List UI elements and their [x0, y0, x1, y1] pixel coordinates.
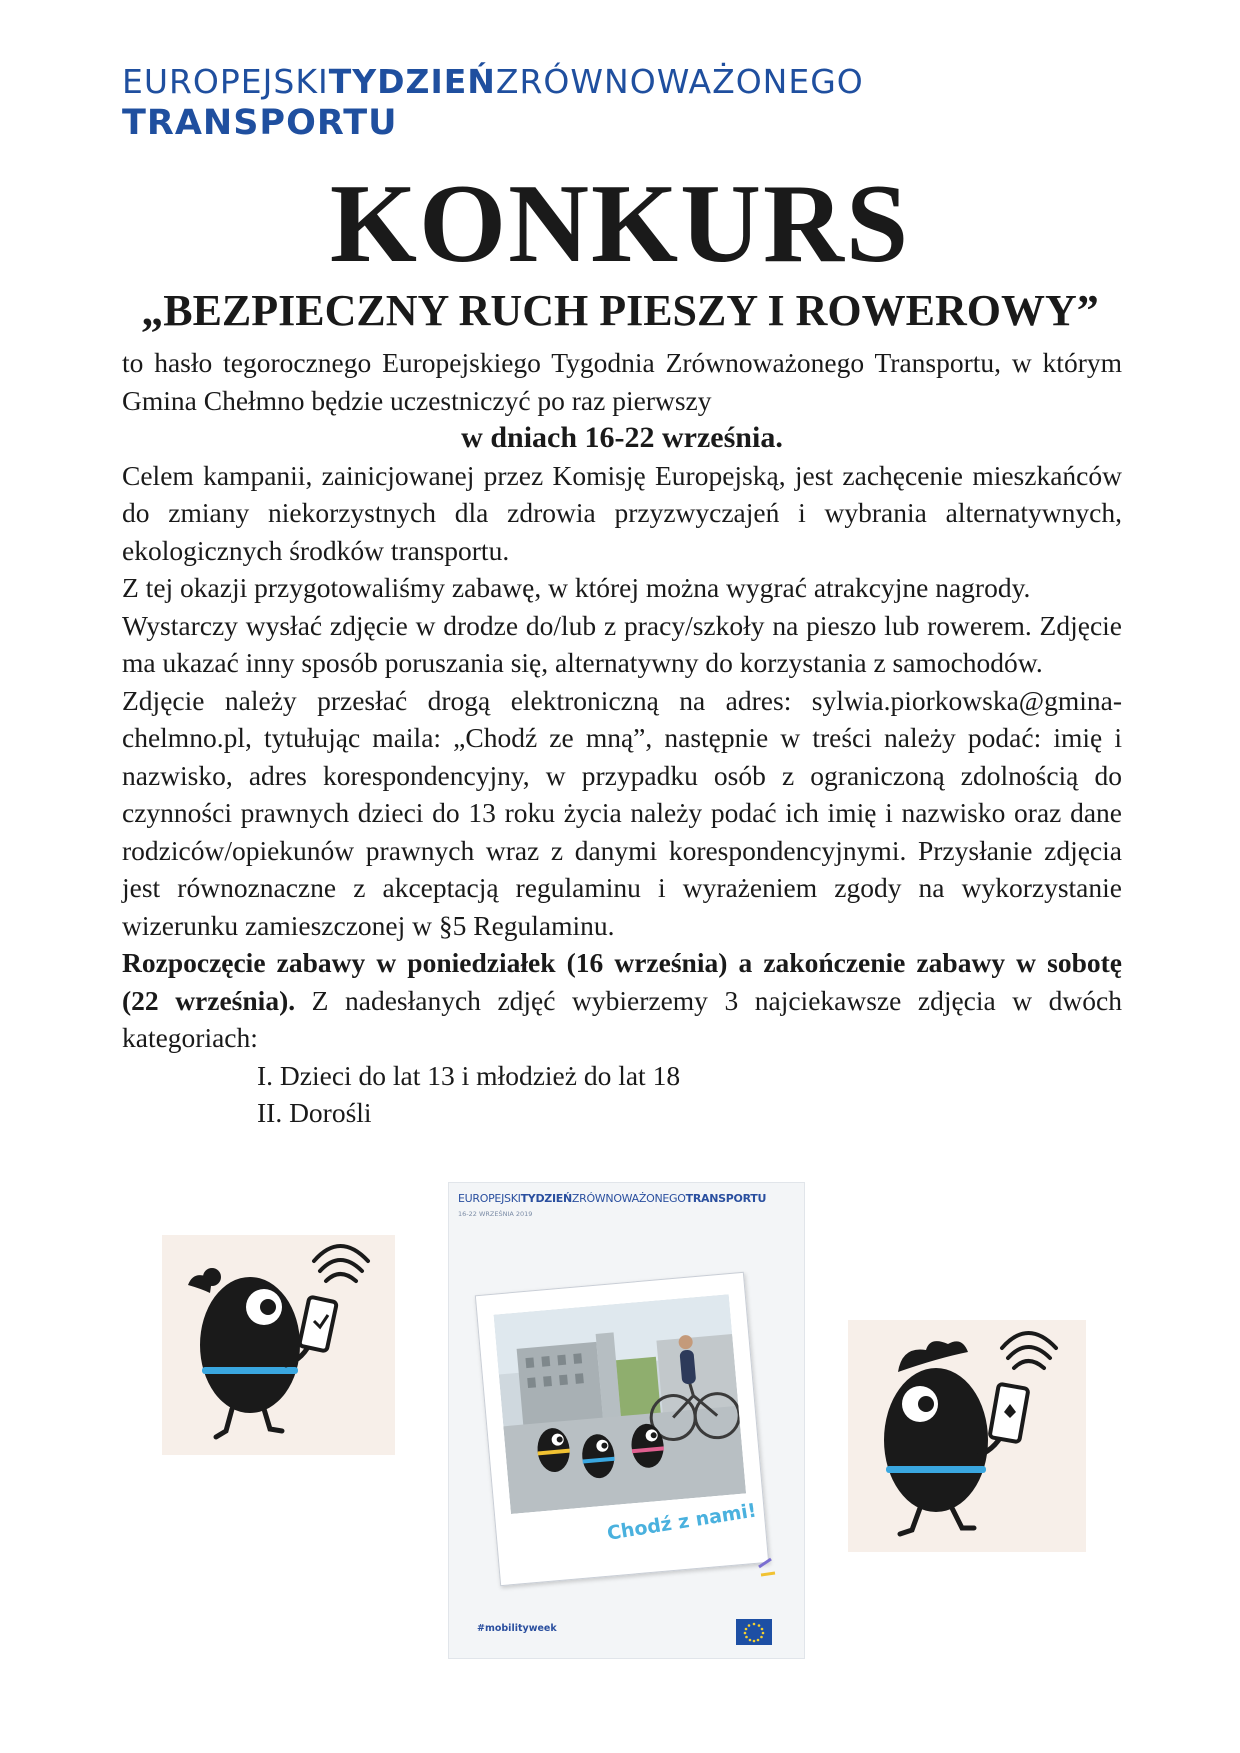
street-photo-illustration [494, 1294, 747, 1514]
header-word-zrownowazonego: ZRÓWNOWAŻONEGO [495, 62, 864, 101]
start-dates-bold: Rozpoczęcie zabawy w poniedziałek (16 września) a zakończenie zabawy w sobotę (22 września). [122, 947, 1122, 1016]
contest-slogan: „BEZPIECZNY RUCH PIESZY I ROWEROWY” [141, 286, 1099, 335]
start-paragraph [122, 944, 1122, 1057]
poster-header [458, 1192, 766, 1205]
page-title: KONKURS [329, 162, 911, 286]
start-rest: Z nadesłanych zdjęć wybierzemy 3 najciekawsze zdjęcia w dwóch kategoriach: [122, 984, 1122, 1053]
poster-header-word: ZRÓWNOWAŻONEGO [571, 1192, 686, 1205]
category-item: II. Dorośli [257, 1097, 372, 1128]
campaign-paragraph: Celem kampanii, zainicjowanej przez Komisję Europejską, jest zachęcenie mieszkańców do zmiany niekorzystnych dla zdrowia przyzwyczajeń i wybrania alternatywnych, ekologicznych środków transportu. [122, 459, 1122, 566]
poster-caption: Chodź z nami! [605, 1499, 758, 1545]
header-word-europejski: EUROPEJSKI [122, 62, 329, 101]
intro-paragraph: to hasło tegorocznego Europejskiego Tygodnia Zrównoważonego Transportu, w którym Gmina Chełmno będzie uczestniczyć po raz pierwszy [122, 347, 1122, 416]
header-word-tydzien: TYDZIEŃ [328, 62, 496, 101]
category-item: I. Dzieci do lat 13 i młodzież do lat 18 [257, 1059, 681, 1091]
accent-lines-icon [755, 1557, 779, 1585]
poster-header-word: TYDZIEŃ [520, 1192, 572, 1205]
photo-paragraph: Wystarczy wysłać zdjęcie w drodze do/lub z pracy/szkoły na pieszo lub rowerem. Zdjęcie ma ukazać inny sposób poruszania się, alternatywny do korzystania z samochodów. [122, 609, 1122, 678]
header-word-transportu: TRANSPORTU [122, 103, 398, 143]
mobility-week-poster [448, 1182, 805, 1659]
poster-hashtag: #mobilityweek [477, 1623, 557, 1634]
eu-flag-icon [736, 1619, 772, 1645]
game-paragraph: Z tej okazji przygotowaliśmy zabawę, w której można wygrać atrakcyjne nagrody. [122, 572, 1031, 603]
mascot-boy-phone-icon [848, 1320, 1086, 1552]
mascot-girl-phone-icon [162, 1235, 395, 1455]
poster-header-word: TRANSPORTU [685, 1192, 767, 1205]
campaign-header-line1 [122, 62, 864, 101]
contest-body [122, 344, 1122, 1132]
poster-date: 16-22 WRZEŚNIA 2019 [458, 1210, 533, 1218]
polaroid-photo [475, 1272, 769, 1586]
poster-header-word: EUROPEJSKI [458, 1192, 521, 1205]
campaign-header [122, 62, 864, 143]
wifi-signal-icon [1002, 1333, 1056, 1368]
send-paragraph: Zdjęcie należy przesłać drogą elektroniczną na adres: sylwia.piorkowska@gmina-chelmno.pl, tytułując maila: „Chodź ze mną”, następnie w treści należy podać: imię i nazwisko, adres korespondencyjny, w przypadku osób z ograniczoną zdolnością do czynności prawnych dzieci do 13 roku życia należy podać ich imię i nazwisko oraz dane rodziców/opiekunów prawnych wraz z danymi korespondencyjnymi. Przysłanie zdjęcia jest równoznaczne z akceptacją regulaminu i wyrażeniem zgody na wykorzystanie wizerunku zamieszczonej w §5 Regulaminu. [122, 684, 1122, 941]
dates-line: w dniach 16-22 września. [461, 421, 783, 454]
wifi-signal-icon [314, 1246, 368, 1281]
